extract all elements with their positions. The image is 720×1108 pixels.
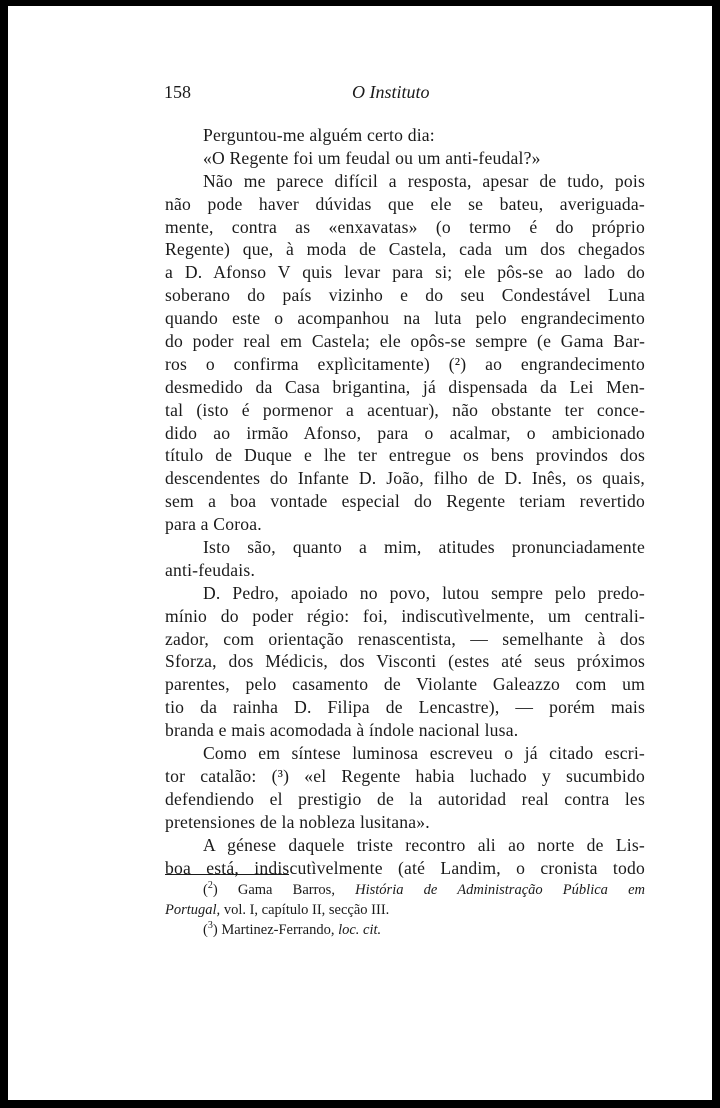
text-line: A génese daquele triste recontro ali ao norte de Lis- [203, 834, 645, 855]
running-title: O Instituto [352, 82, 430, 102]
text-line: Como em síntese luminosa escreveu o já citado escri- [203, 743, 645, 764]
text-line: D. Pedro, apoiado no povo, lutou sempre pelo predo- [203, 582, 645, 603]
text-line: dido ao irmão Afonso, para o acalmar, o ambicionado [165, 422, 645, 443]
footnote-2-line-1: ($^2$) Gama Barros, História de Administração Pública em [203, 880, 645, 898]
text-line: quando este o acompanhou na luta pelo engrandecimento [165, 308, 645, 329]
text-line: parentes, pelo casamento de Violante Galeazzo com um [165, 674, 645, 695]
text-line: tor catalão: (³) «el Regente habia luchado y sucumbido [165, 765, 645, 786]
text-line: do poder real em Castela; ele opôs-se sempre (e Gama Bar- [165, 331, 645, 352]
footnote-2-line-2: Portugal, vol. I, capítulo II, secção III. [165, 902, 390, 918]
page-header [164, 82, 644, 110]
text-line: descendentes do Infante D. João, filho de D. Inês, os quais, [165, 468, 645, 489]
text-line: defendiendo el prestigio de la autoridad real contra les [165, 788, 645, 809]
text-line: branda e mais acomodada à índole nacional lusa. [165, 720, 519, 741]
text-line: para a Coroa. [165, 514, 262, 535]
text-line: Não me parece difícil a resposta, apesar de tudo, pois [203, 170, 645, 191]
text-line: mínio do poder régio: foi, indiscutìvelmente, um centrali- [165, 605, 645, 626]
text-line: sem a boa vontade especial do Regente teriam revertido [165, 491, 645, 512]
text-line: pretensiones de la nobleza lusitana». [165, 811, 430, 832]
text-line: Perguntou-me alguém certo dia: [203, 125, 435, 145]
text-line: boa está, indiscutìvelmente (até Landim, o cronista todo [165, 857, 645, 878]
text-line: mente, contra as «enxavatas» (o termo é do próprio [165, 216, 645, 237]
text-line: Regente) que, à moda de Castela, cada um dos chegados [165, 239, 645, 260]
text-line: desmedido da Casa brigantina, já dispensada da Lei Men- [165, 376, 645, 397]
text-line: não pode haver dúvidas que ele se bateu, averiguada- [165, 193, 645, 214]
document-page [8, 6, 712, 1100]
text-line: zador, com orientação renascentista, — semelhante à dos [165, 628, 645, 649]
text-line: Sforza, dos Médicis, dos Visconti (estes até seus próximos [165, 651, 645, 672]
footnotes [165, 880, 645, 940]
text-line: ros o confirma explìcitamente) (²) ao engrandecimento [165, 353, 645, 374]
footnote-3: ($^3$) Martinez-Ferrando, loc. cit. [203, 920, 382, 938]
text-line: tal (isto é pormenor a acentuar), não obstante ter conce- [165, 399, 645, 420]
body-text [165, 124, 645, 879]
text-line: a D. Afonso V quis levar para si; ele pôs-se ao lado do [165, 262, 645, 283]
text-line: título de Duque e lhe ter entregue os bens provindos dos [165, 445, 645, 466]
page-number: 158 [164, 82, 191, 102]
text-line: tio da rainha D. Filipa de Lencastre), — porém mais [165, 697, 645, 718]
text-line: «O Regente foi um feudal ou um anti-feudal?» [203, 147, 541, 168]
text-line: anti-feudais. [165, 559, 256, 580]
text-line: soberano do país vizinho e do seu Condestável Luna [165, 285, 645, 306]
text-line: Isto são, quanto a mim, atitudes pronunciadamente [203, 537, 645, 558]
footnote-rule [165, 874, 289, 875]
